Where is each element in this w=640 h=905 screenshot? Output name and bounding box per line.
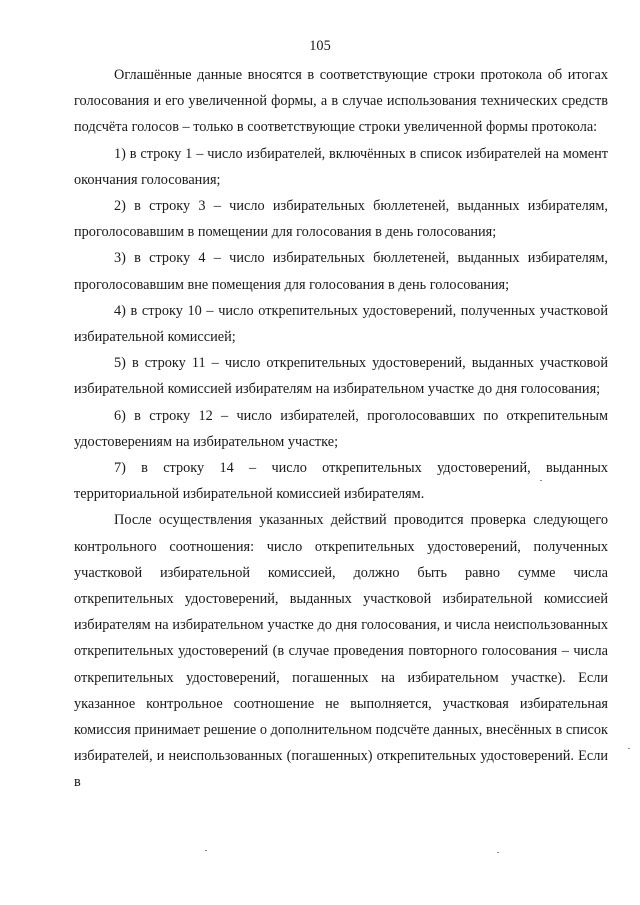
- document-body: [74, 62, 608, 796]
- list-item-3: 3) в строку 4 – число избирательных бюллетеней, выданных избирателям, проголосовавшим вне помещения для голосования в день голосования;: [74, 250, 608, 293]
- scan-speck: [497, 852, 499, 853]
- scan-speck: [540, 480, 542, 481]
- list-item-7: 7) в строку 14 – число открепительных удостоверений, выданных территориальной избирательной комиссией избирателям.: [74, 460, 608, 503]
- intro-paragraph: Оглашённые данные вносятся в соответствующие строки протокола об итогах голосования и его увеличенной формы, а в случае использования технических средств подсчёта голосов – только в соответствующие строки увеличенной формы протокола:: [74, 67, 608, 136]
- list-item-6: 6) в строку 12 – число избирателей, проголосовавших по открепительным удостоверениям на избирательном участке;: [74, 407, 608, 450]
- list-item-2: 2) в строку 3 – число избирательных бюллетеней, выданных избирателям, проголосовавшим в помещении для голосования в день голосования;: [74, 198, 608, 241]
- list-item-5: 5) в строку 11 – число открепительных удостоверений, выданных участковой избирательной комиссией избирателям на избирательном участке до дня голосования;: [74, 355, 608, 398]
- control-check-paragraph: После осуществления указанных действий проводится проверка следующего контрольного соотношения: число открепительных удостоверений, полученных участковой избирательной комиссией, должно быть равно сумме числа открепительных удостоверений, выданных участковой избирательной комиссией избирателям на избирательном участке до дня голосования, и числа неиспользованных открепительных удостоверений (в случае проведения повторного голосования – числа открепительных удостоверений, погашенных на избирательном участке). Если указанное контрольное соотношение не выполняется, участковая избирательная комиссия принимает решение о дополнительном подсчёте данных, внесённых в список избирателей, и неиспользованных (погашенных) открепительных удостоверений. Если в: [74, 512, 608, 791]
- page-number: 105: [309, 38, 331, 54]
- list-item-1: 1) в строку 1 – число избирателей, включённых в список избирателей на момент окончания голосования;: [74, 145, 608, 188]
- list-item-4: 4) в строку 10 – число открепительных удостоверений, полученных участковой избирательной комиссией;: [74, 302, 608, 346]
- scan-speck: [628, 748, 630, 749]
- scan-speck: [205, 850, 207, 851]
